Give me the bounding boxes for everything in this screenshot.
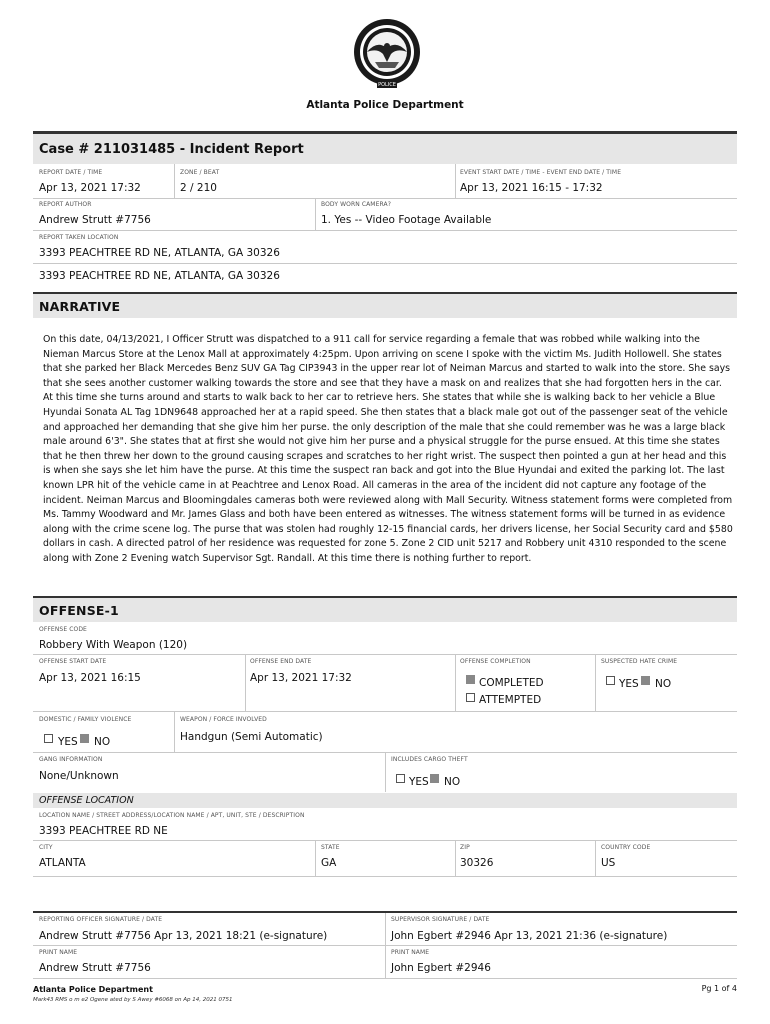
divider (315, 840, 316, 876)
offense-start-value: Apr 13, 2021 16:15 (39, 672, 141, 684)
officer-print-name-label: PRINT NAME (39, 949, 78, 956)
divider (33, 978, 737, 979)
offense-code-value: Robbery With Weapon (120) (39, 639, 188, 651)
supervisor-print-name-value: John Egbert #2946 (391, 962, 491, 974)
weapon-label: WEAPON / FORCE INVOLVED (180, 716, 267, 723)
hate-crime-no-label: NO (655, 678, 672, 690)
divider (33, 198, 737, 199)
case-title: Case # 211031485 - Incident Report (39, 142, 304, 157)
agency-name: Atlanta Police Department (306, 99, 464, 111)
supervisor-signature-label: SUPERVISOR SIGNATURE / DATE (391, 916, 490, 923)
zip-label: ZIP (460, 844, 470, 851)
city-label: CITY (39, 844, 53, 851)
report-author-value: Andrew Strutt #7756 (39, 214, 151, 226)
hate-crime-label: SUSPECTED HATE CRIME (601, 658, 678, 665)
location-name-value: 3393 PEACHTREE RD NE (39, 825, 168, 837)
offense-location-header (33, 793, 737, 808)
report-date-value: Apr 13, 2021 17:32 (39, 182, 141, 194)
cargo-theft-no-checkbox[interactable] (430, 774, 439, 783)
gang-info-label: GANG INFORMATION (39, 756, 103, 763)
divider (455, 164, 456, 198)
footer-agency: Atlanta Police Department (33, 985, 153, 994)
hate-crime-yes-label: YES (619, 678, 639, 690)
officer-print-name-value: Andrew Strutt #7756 (39, 962, 151, 974)
completed-label: COMPLETED (479, 677, 544, 689)
city-value: ATLANTA (39, 857, 86, 869)
divider (595, 654, 596, 711)
case-header (33, 134, 737, 164)
event-dates-label: EVENT START DATE / TIME - EVENT END DATE / TIME (460, 169, 622, 176)
divider (33, 654, 737, 655)
divider (245, 654, 246, 711)
divider (174, 164, 175, 198)
divider (33, 876, 737, 877)
offense-location-title: OFFENSE LOCATION (39, 795, 134, 806)
body-camera-label: BODY WORN CAMERA? (321, 201, 391, 208)
offense-end-value: Apr 13, 2021 17:32 (250, 672, 352, 684)
divider (33, 840, 737, 841)
body-camera-value: 1. Yes -- Video Footage Available (321, 214, 492, 226)
country-label: COUNTRY CODE (601, 844, 651, 851)
divider (455, 654, 456, 711)
report-author-label: REPORT AUTHOR (39, 201, 92, 208)
hate-crime-no-checkbox[interactable] (641, 676, 650, 685)
footer-generated-by: Mark43 RMS o m e2 Ogene ated by S Awey #6068 on Ap 14, 2021 0751 (33, 997, 233, 1003)
offense-start-label: OFFENSE START DATE (39, 658, 107, 665)
offense-title: OFFENSE-1 (39, 603, 119, 618)
divider (385, 913, 386, 979)
zip-value: 30326 (460, 857, 494, 869)
page-number: Pg 1 of 4 (701, 984, 737, 993)
divider (33, 945, 737, 946)
divider (33, 263, 737, 264)
domestic-violence-yes-checkbox[interactable] (44, 734, 53, 743)
offense-code-label: OFFENSE CODE (39, 626, 87, 633)
supervisor-print-name-label: PRINT NAME (391, 949, 430, 956)
officer-signature-label: REPORTING OFFICER SIGNATURE / DATE (39, 916, 163, 923)
divider (33, 711, 737, 712)
officer-signature-value: Andrew Strutt #7756 Apr 13, 2021 18:21 (e-signature) (39, 930, 328, 942)
report-location-secondary: 3393 PEACHTREE RD NE, ATLANTA, GA 30326 (39, 270, 280, 282)
city-of-atlanta-police-seal (353, 18, 421, 96)
seal-banner-text: POLICE (378, 82, 396, 88)
narrative-title: NARRATIVE (39, 299, 121, 314)
state-value: GA (321, 857, 337, 869)
zone-beat-value: 2 / 210 (180, 182, 217, 194)
domestic-violence-no-label: NO (94, 736, 111, 748)
domestic-violence-yes-label: YES (58, 736, 78, 748)
attempted-label: ATTEMPTED (479, 694, 542, 706)
divider (33, 230, 737, 231)
offense-header (33, 598, 737, 622)
offense-completion-label: OFFENSE COMPLETION (460, 658, 531, 665)
offense-end-label: OFFENSE END DATE (250, 658, 312, 665)
report-location-label: REPORT TAKEN LOCATION (39, 234, 119, 241)
completed-checkbox[interactable] (466, 675, 475, 684)
gang-info-value: None/Unknown (39, 770, 119, 782)
cargo-theft-yes-label: YES (409, 776, 429, 788)
supervisor-signature-value: John Egbert #2946 Apr 13, 2021 21:36 (e-signature) (391, 930, 668, 942)
weapon-value: Handgun (Semi Automatic) (180, 731, 323, 743)
cargo-theft-label: INCLUDES CARGO THEFT (391, 756, 468, 763)
report-date-label: REPORT DATE / TIME (39, 169, 103, 176)
attempted-checkbox[interactable] (466, 693, 475, 702)
divider (595, 840, 596, 876)
narrative-text: On this date, 04/13/2021, I Officer Strutt was dispatched to a 911 call for service regarding a female that was robbed while walking into the Nieman Marcus Store at the Lenox Mall at approximately 4:25pm. Upon arriving on scene I spoke with the victim Ms. Judith Hollowell. She states that she parked her Black Mercedes Benz SUV GA Tag CIP3943 in the upper rear lot of Neiman Marcus and started to walk into the store. She says that she sees another customer walking towards the store and see that they have a mask on and realizes that she had forgotten hers in the car. At this time she turns around and starts to walk back to her car to retrieve hers. She states that while she is walking back to her vehicle a Blue Hyundai Sonata AL Tag 1DN9648 approached her at a rapid speed. She then states that a black male got out of the passenger seat of the vehicle and approached her demanding that she give him her purse. the only description of the male that she could remember was he was a large black male around 6'3". She states that at first she would not give him her purse and a physical struggle for the purse ensued. At this time she states that he then threw her down to the ground causing scrapes and scratches to her right wrist. The suspect then pointed a gun at her head and this is when she says she let him have the purse. At this time the suspect ran back and got into the Blue Hyundai and exited the parking lot. The last known LPR hit of the vehicle came in at Peachtree and Lenox Road. All cameras in the area of the incident did not capture any footage of the incident. Neiman Marcus and Bloomingdales cameras both were reviewed along with Mall Security. Witness statement forms were completed from Ms. Tammy Woodward and Mr. James Glass and both have been entered as witnesses. The witness statement forms will be turned in as evidence along with the crime scene log. The purse that was stolen had roughly 12-15 financial cards, her drivers license, her Social Security card and $580 dollars in cash. A directed patrol of her residence was requested for zone 5. Zone 2 CID unit 5217 and Robbery unit 4310 responded to the scene along with Zone 2 Evening watch Supervisor Sgt. Randall. At this time there is nothing further to report. (43, 334, 733, 564)
report-location-value: 3393 PEACHTREE RD NE, ATLANTA, GA 30326 (39, 247, 280, 259)
country-value: US (601, 857, 616, 869)
divider (455, 840, 456, 876)
state-label: STATE (321, 844, 340, 851)
divider (315, 198, 316, 230)
zone-beat-label: ZONE / BEAT (180, 169, 220, 176)
divider (174, 711, 175, 752)
event-dates-value: Apr 13, 2021 16:15 - 17:32 (460, 182, 603, 194)
cargo-theft-yes-checkbox[interactable] (396, 774, 405, 783)
domestic-violence-no-checkbox[interactable] (80, 734, 89, 743)
location-name-label: LOCATION NAME / STREET ADDRESS/LOCATION NAME / APT, UNIT, STE / DESCRIPTION (39, 812, 305, 819)
domestic-violence-label: DOMESTIC / FAMILY VIOLENCE (39, 716, 132, 723)
cargo-theft-no-label: NO (444, 776, 461, 788)
narrative-header (33, 294, 737, 318)
hate-crime-yes-checkbox[interactable] (606, 676, 615, 685)
divider (385, 752, 386, 792)
